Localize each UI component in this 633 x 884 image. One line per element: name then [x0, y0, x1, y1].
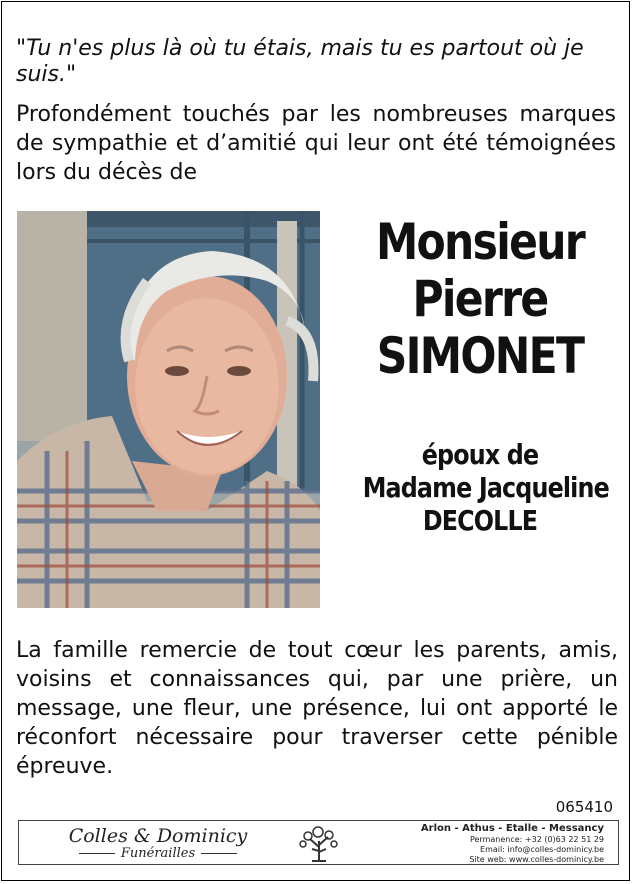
- email-line: Email: info@colles-dominicy.be: [480, 845, 604, 854]
- epigraph-quote: "Tu n'es plus là où tu étais, mais tu es partout où je suis.": [16, 36, 584, 87]
- spouse-block: [342, 438, 618, 537]
- spouse-relation: époux de: [421, 438, 539, 471]
- deceased-name-block: [342, 214, 618, 385]
- portrait-photo: [17, 211, 320, 608]
- tree-icon: [294, 825, 344, 863]
- deceased-first-name: Pierre: [412, 270, 548, 328]
- website-line: Site web: www.colles-dominicy.be: [469, 855, 604, 864]
- spouse-name: Madame Jacqueline: [362, 471, 609, 504]
- brand-name: Colles & Dominicy: [68, 825, 248, 847]
- reference-number: 065410: [555, 798, 613, 816]
- brand-subtitle: [63, 846, 253, 861]
- obituary-card: [1, 1, 630, 881]
- funeral-home-footer: [18, 820, 619, 865]
- towns-line: Arlon - Athus - Etalle - Messancy: [420, 823, 604, 834]
- thanks-text: La famille remercie de tout cœur les parents, amis, voisins et connaissances qui, par une prière, un message, une fleur, une présence, lui ont apporté le réconfort nécessaire pour traverser cette pénible épreuve.: [16, 638, 618, 779]
- intro-text: Profondément touchés par les nombreuses marques de sympathie et d’amitié qui leur ont été témoignées lors du décès de: [16, 102, 616, 185]
- contact-info: [404, 823, 604, 865]
- brand-subtitle-text: Funérailles: [120, 846, 196, 861]
- deceased-last-name: SIMONET: [376, 327, 584, 385]
- permanence-line: Permanence: +32 (0)63 22 51 29: [469, 835, 604, 844]
- deceased-title: Monsieur: [375, 213, 585, 271]
- spouse-last-name: DECOLLE: [422, 504, 538, 537]
